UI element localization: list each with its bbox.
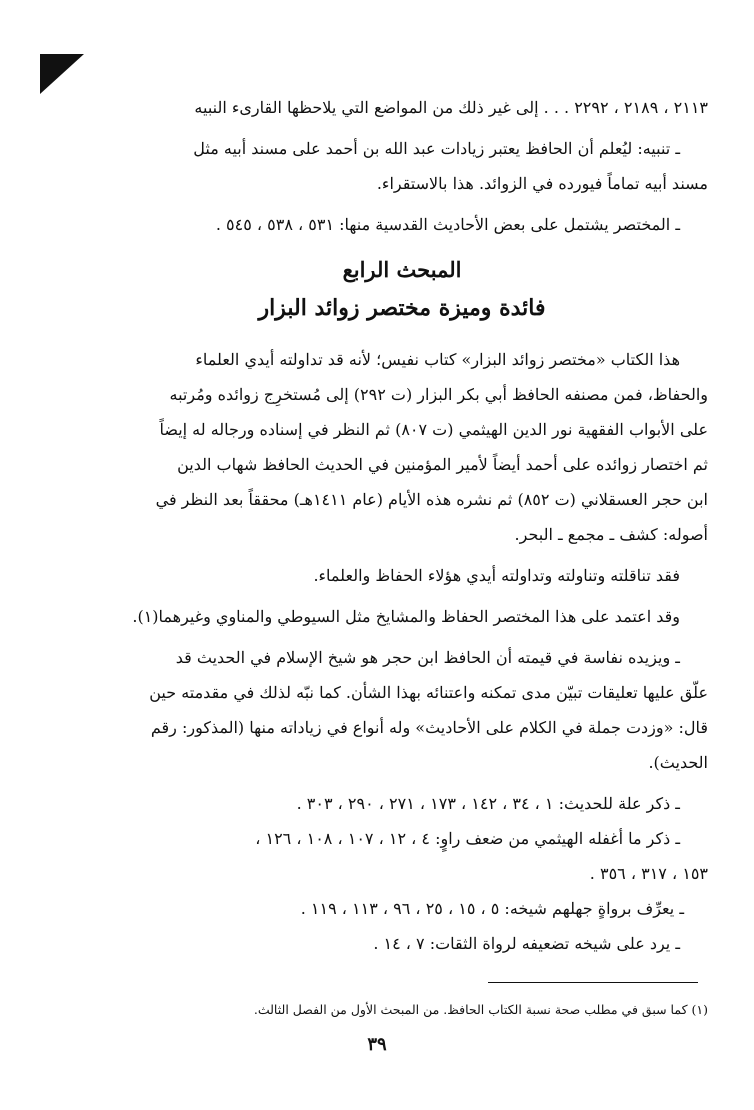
note-line: مسند أبيه تماماً فيورده في الزوائد. هذا بالاستقراء. [376, 174, 708, 193]
page-body [96, 90, 708, 961]
section-title: فائدة وميزة مختصر زوائد البزار [258, 295, 546, 321]
footnote-divider [488, 982, 698, 983]
paragraph-line: علّق عليها تعليقات تبيّن مدى تمكنه واعتنائه بهذا الشأن. كما نبّه لذلك في مقدمته حين [149, 683, 708, 702]
paragraph-line: ثم اختصار زوائده على أحمد أيضاً لأمير المؤمنين في الحديث الحافظ شهاب الدين [177, 455, 708, 474]
page-number: ٣٩ [367, 1034, 387, 1055]
paragraph-line: فقد تناقلته وتناولته وتداولته أيدي هؤلاء الحفاظ والعلماء. [313, 566, 680, 585]
footnote: (١) كما سبق في مطلب صحة نسبة الكتاب الحافظ. من المبحث الأول من الفصل الثالث. [253, 1001, 708, 1017]
numbers-list [96, 786, 708, 961]
paragraph-line: الحديث). [648, 753, 708, 772]
paragraph [96, 640, 708, 780]
paragraph-line: ـ ويزيده نفاسة في قيمته أن الحافظ ابن حجر هو شيخ الإسلام في الحديث قد [175, 648, 680, 667]
note-line: ـ المختصر يشتمل على بعض الأحاديث القدسية منها: ٥٣١ ، ٥٣٨ ، ٥٤٥ . [215, 215, 680, 234]
list-item: ـ ذكر ما أغفله الهيثمي من ضعف راوٍ: ٤ ، ١٢ ، ١٠٧ ، ١٠٨ ، ١٢٦ ، [255, 829, 680, 848]
note-line: ـ تنبيه: ليُعلم أن الحافظ يعتبر زيادات عبد الله بن أحمد على مسند أبيه مثل [193, 139, 680, 158]
paragraph-line: قال: «وزدت جملة في الكلام على الأحاديث» وله أنواع في زياداته منها (المذكور: رقم [150, 718, 708, 737]
note-line: ٢١١٣ ، ٢١٨٩ ، ٢٢٩٢ . . . إلى غير ذلك من المواضع التي يلاحظها القارىء النبيه [194, 98, 708, 117]
paragraph-line: والحفاظ، فمن مصنفه الحافظ أبي بكر البزار (ت ٢٩٢) إلى مُستخرِج زوائده ومُرتبه [169, 385, 708, 404]
section-headings [96, 252, 708, 328]
paragraph-line: وقد اعتمد على هذا المختصر الحفاظ والمشايخ مثل السيوطي والمناوي وغيرهما(١). [132, 607, 680, 626]
list-item: ـ يعرِّف برواةٍ جهلهم شيخه: ٥ ، ١٥ ، ٢٥ ، ٩٦ ، ١١٣ ، ١١٩ . [300, 899, 684, 918]
paragraph-line: ابن حجر العسقلاني (ت ٨٥٢) ثم نشره هذه الأيام (عام ١٤١١هـ) محققاً بعد النظر في [155, 490, 708, 509]
paragraph-line: على الأبواب الفقهية نور الدين الهيثمي (ت ٨٠٧) ثم النظر في إسناده ورجاله له إيضاً [159, 420, 708, 439]
list-item: ١٥٣ ، ٣١٧ ، ٣٥٦ . [589, 864, 708, 883]
list-item: ـ يرد على شيخه تضعيفه لرواة الثقات: ٧ ، ١٤ . [373, 934, 680, 953]
corner-triangle-icon [40, 54, 84, 94]
paragraph-line: أصوله: كشف ـ مجمع ـ البحر. [514, 525, 708, 544]
list-item: ـ ذكر علة للحديث: ١ ، ٣٤ ، ١٤٢ ، ١٧٣ ، ٢٧١ ، ٢٩٠ ، ٣٠٣ . [296, 794, 680, 813]
paragraph-line: هذا الكتاب «مختصر زوائد البزار» كتاب نفيس؛ لأنه قد تداولته أيدي العلماء [195, 350, 680, 369]
section-heading: المبحث الرابع [342, 257, 462, 282]
paragraph [96, 342, 708, 552]
